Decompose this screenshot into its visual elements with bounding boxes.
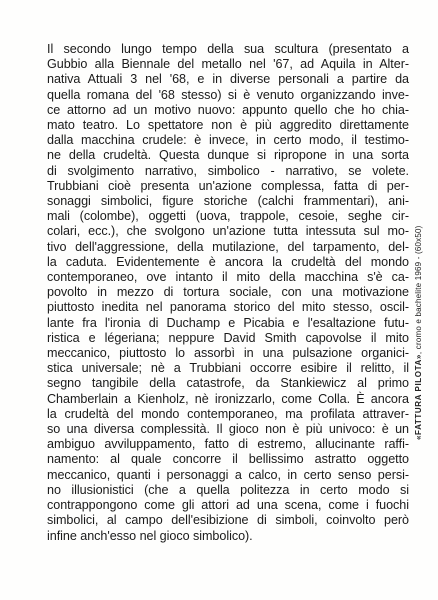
caption-title: «FATTURA PILOTA»: [414, 354, 423, 440]
text-line: no illusionistici (che a quella politezza in certo modo si: [47, 482, 409, 497]
text-line: mali (colombe), oggetti (uova, trappole, cesoie, seghe cir-: [47, 209, 409, 224]
text-line: Il secondo lungo tempo della sua scultura (presentato a: [47, 42, 409, 56]
text-line: contrappongono come gli attori ad una scena, come i fuochi: [47, 498, 409, 513]
text-line: infine anch'esso nel gioco simbolico).: [47, 528, 253, 543]
text-line: mato teatro. Lo spettatore non è più aggredito direttamente: [47, 118, 409, 133]
text-line: tivo dell'aggressione, della mutilazione, del tarpamento, del-: [47, 239, 409, 254]
body-paragraph: [47, 42, 409, 544]
text-line: contemporaneo, ove intanto il mito della macchina s'è ca-: [47, 270, 409, 285]
text-line: la caduta. Evidentemente è ancora la crudeltà del mondo: [47, 254, 409, 269]
text-line: piuttosto inedita nel panorama storico del mito stesso, oscil-: [47, 300, 409, 315]
text-line: povolto in mezzo di tortura sociale, con una motivazione: [47, 285, 409, 300]
text-line: quella romana del '68 stesso) si è venuto organizzando inve-: [47, 87, 409, 102]
text-line: namento: al quale concorre il bellissimo astratto oggetto: [47, 452, 409, 467]
text-line: ce attorno ad un motivo nuovo: appunto quello che ho chia-: [47, 102, 409, 117]
text-line: stica universale; nè a Trubbiani occorre esibire il relitto, il: [47, 361, 409, 376]
text-line: la crudeltà del mondo contemporaneo, ma profilata attraver-: [47, 406, 409, 421]
text-line: meccanico, quanti i personaggi a calco, in certo senso persi-: [47, 467, 409, 482]
text-line: nativa Attuali 3 nel '68, e in diverse personali a partire da: [47, 72, 409, 87]
text-line: ne della crudeltà. Questa dunque si ripropone in una sorta: [47, 148, 409, 163]
text-line: di svolgimento narrativo, simbolico - narrativo, se volete.: [47, 163, 409, 178]
text-line: meccanico, piuttosto lo assorbì in una pulsazione organici-: [47, 346, 409, 361]
text-line: ristica e légeriana; neppure David Smith capovolse il mito: [47, 330, 409, 345]
text-line: segno tangibile della catastrofe, da Stankiewicz al primo: [47, 376, 409, 391]
text-line: simbolici, al campo dell'esibizione di simboli, coinvolto però: [47, 513, 409, 528]
text-line: Gubbio alla Biennale del metallo nel '67, ad Aquila in Alter-: [47, 57, 409, 72]
text-line: dalla macchina crudele: è invece, in certo modo, il testimo-: [47, 133, 409, 148]
text-line: colari, ecc.), che svolgono un'azione tutta intessuta sul mo-: [47, 224, 409, 239]
text-line: Trubbiani cioè presenta un'azione complessa, fatta di per-: [47, 178, 409, 193]
text-line: ambiguo avviluppamento, fatto di estremo, allucinante raffi-: [47, 437, 409, 452]
caption-details: , cromo e bachelite 1969 - (60x50): [414, 225, 423, 355]
text-line: lante fra l'ironia di Duchamp e Picabia e l'esaltazione futu-: [47, 315, 409, 330]
text-line: so una diversa complessità. Il gioco non è più univoco: è un: [47, 422, 409, 437]
text-line: Chamberlain a Kienholz, nè ironizzarlo, come Colla. È ancora: [47, 391, 409, 406]
text-line: sonaggi simbolici, figure storiche (calchi frammentari), ani-: [47, 194, 409, 209]
